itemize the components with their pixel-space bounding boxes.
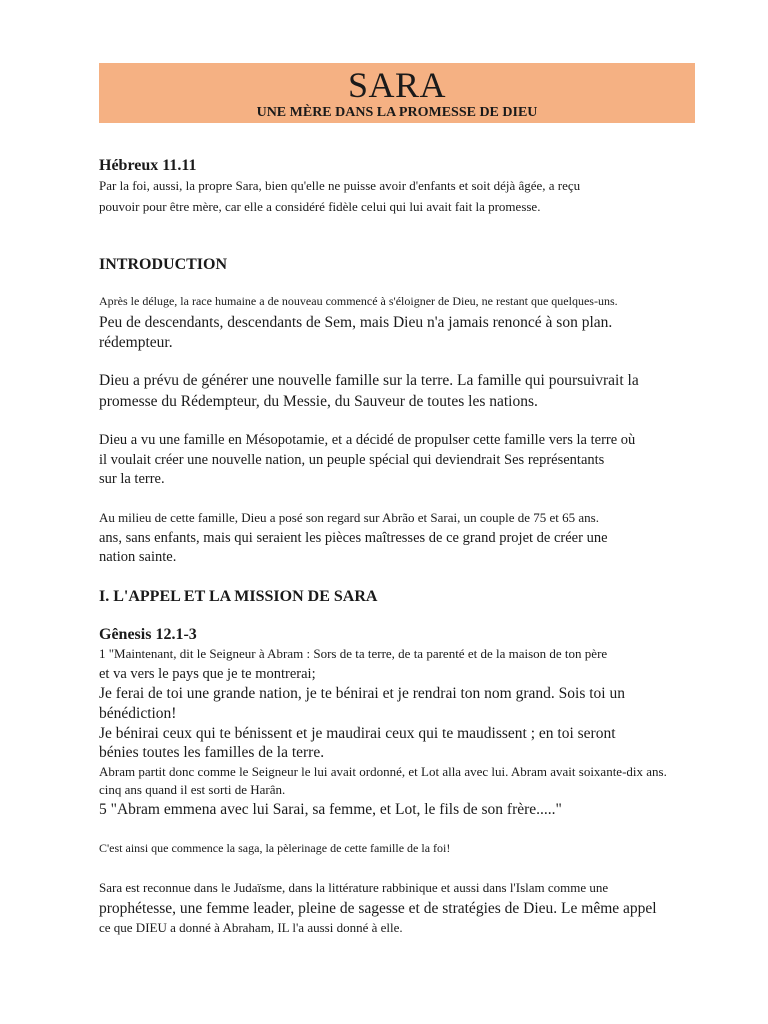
paragraph-line: rédempteur. bbox=[99, 334, 173, 351]
paragraph-line: Après le déluge, la race humaine a de nouveau commencé à s'éloigner de Dieu, ne restant que quelques-uns. bbox=[99, 294, 618, 308]
paragraph-line: Dieu a prévu de générer une nouvelle famille sur la terre. La famille qui poursuivrait la bbox=[99, 372, 639, 389]
paragraph-line: il voulait créer une nouvelle nation, un peuple spécial qui deviendrait Ses représentants bbox=[99, 452, 605, 468]
page-title: SARA bbox=[347, 65, 447, 105]
paragraph-line: C'est ainsi que commence la saga, la pèlerinage de cette famille de la foi! bbox=[99, 841, 451, 855]
verse-line: Je ferai de toi une grande nation, je te bénirai et je rendrai ton nom grand. Sois toi un bbox=[99, 685, 625, 702]
verse-line: et va vers le pays que je te montrerai; bbox=[99, 666, 316, 682]
verse-line: bénédiction! bbox=[99, 705, 177, 722]
paragraph-line: Au milieu de cette famille, Dieu a posé son regard sur Abrão et Sarai, un couple de 75 et 65 ans. bbox=[99, 510, 599, 525]
verse-line: Je bénirai ceux qui te bénissent et je maudirai ceux qui te maudissent ; en toi seront bbox=[99, 725, 616, 742]
verse-line: pouvoir pour être mère, car elle a considéré fidèle celui qui lui avait fait la promesse. bbox=[99, 199, 541, 214]
paragraph-line: Sara est reconnue dans le Judaïsme, dans la littérature rabbinique et aussi dans l'Islam comme une bbox=[99, 880, 609, 895]
verse-line: Abram partit donc comme le Seigneur le lui avait ordonné, et Lot alla avec lui. Abram avait soixante-dix ans. bbox=[99, 764, 667, 779]
paragraph-line: ans, sans enfants, mais qui seraient les pièces maîtresses de ce grand projet de créer une bbox=[99, 530, 608, 546]
paragraph-line: Dieu a vu une famille en Mésopotamie, et a décidé de propulser cette famille vers la terre où bbox=[99, 432, 636, 448]
title-banner bbox=[99, 63, 695, 123]
paragraph-line: promesse du Rédempteur, du Messie, du Sauveur de toutes les nations. bbox=[99, 393, 538, 410]
introduction-heading: INTRODUCTION bbox=[99, 256, 228, 273]
paragraph-line: nation sainte. bbox=[99, 549, 177, 565]
page-subtitle: UNE MÈRE DANS LA PROMESSE DE DIEU bbox=[256, 105, 538, 120]
paragraph-line: ce que DIEU a donné à Abraham, IL l'a aussi donné à elle. bbox=[99, 920, 403, 935]
verse-line: 1 "Maintenant, dit le Seigneur à Abram : Sors de ta terre, de ta parenté et de la maison de ton père bbox=[99, 646, 608, 661]
paragraph-line: Peu de descendants, descendants de Sem, mais Dieu n'a jamais renoncé à son plan. bbox=[99, 314, 613, 331]
verse-line: Par la foi, aussi, la propre Sara, bien qu'elle ne puisse avoir d'enfants et soit déjà âgée, a reçu bbox=[99, 178, 581, 193]
section-heading: I. L'APPEL ET LA MISSION DE SARA bbox=[99, 588, 378, 605]
reference-hebreux: Hébreux 11.11 bbox=[99, 157, 197, 174]
verse-line: bénies toutes les familles de la terre. bbox=[99, 744, 325, 761]
paragraph-line: sur la terre. bbox=[99, 471, 165, 487]
paragraph-line: prophétesse, une femme leader, pleine de sagesse et de stratégies de Dieu. Le même appel bbox=[99, 900, 657, 917]
verse-line: 5 "Abram emmena avec lui Sarai, sa femme, et Lot, le fils de son frère....." bbox=[99, 801, 562, 818]
verse-line: cinq ans quand il est sorti de Harân. bbox=[99, 782, 286, 797]
reference-genesis: Gênesis 12.1-3 bbox=[99, 626, 197, 643]
